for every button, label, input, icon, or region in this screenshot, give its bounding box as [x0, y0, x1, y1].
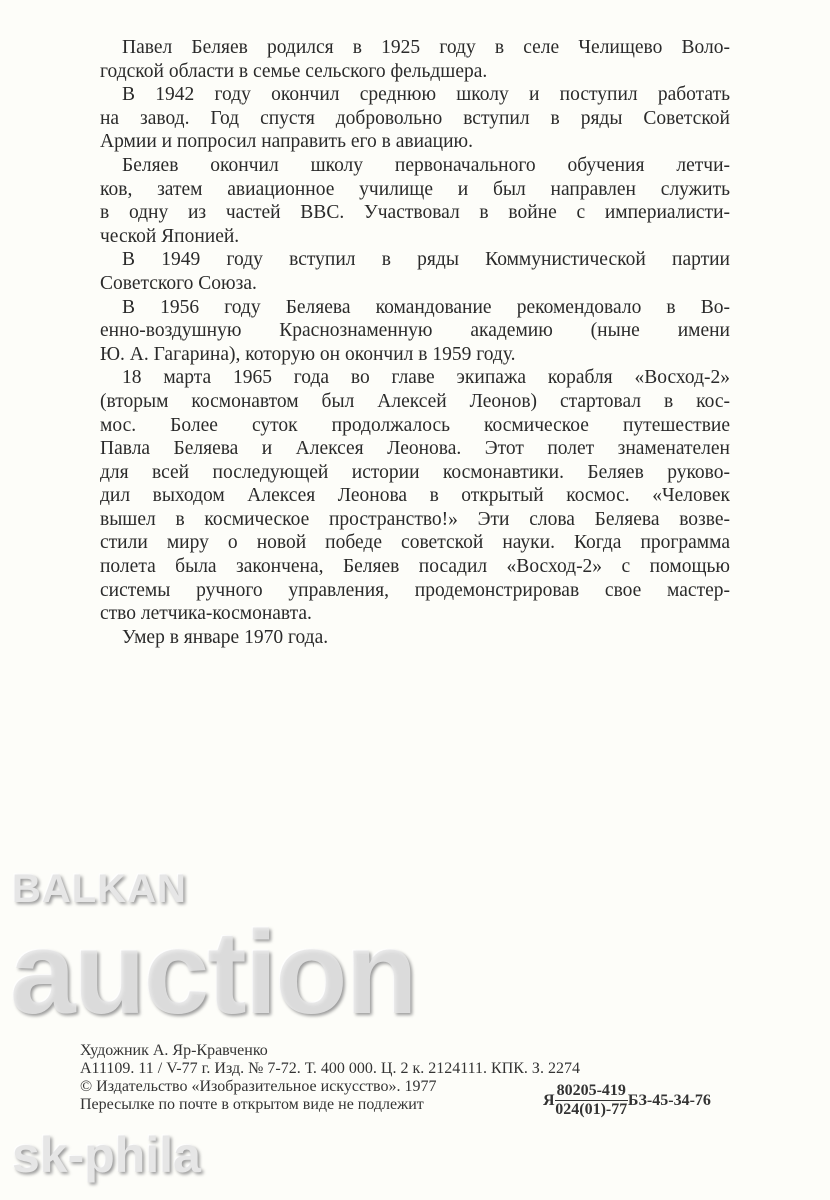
text-line: годской области в семье сельского фельдшера.: [100, 60, 488, 82]
text-line: ческой Японией.: [100, 225, 240, 247]
text-line: Павла Беляева и Алексея Леонова. Этот полет знаменателен: [100, 438, 730, 460]
text-line: (вторым космонавтом был Алексей Леонов) стартовал в кос-: [100, 390, 730, 412]
text-line: В 1956 году Беляева командование рекомендовало в Во-: [122, 296, 730, 318]
catalog-code: [543, 1082, 711, 1119]
text-line: Умер в январе 1970 года.: [122, 626, 329, 648]
text-line: вышел в космическое пространство!» Эти слова Беляева возве-: [100, 508, 730, 530]
watermark-auction: auction: [10, 907, 416, 1039]
publisher-line: © Издательство «Изобразительное искусство». 1977: [80, 1078, 437, 1095]
text-line: системы ручного управления, продемонстрировав свое мастер-: [100, 579, 730, 601]
text-line: Беляев окончил школу первоначального обучения летчи-: [122, 154, 730, 176]
watermark-sk-phila: sk-phila: [12, 1127, 201, 1183]
text-line: ство летчика-космонавта.: [100, 603, 312, 625]
text-line: для всей последующей истории космонавтики. Беляев руково-: [100, 461, 730, 483]
text-line: Ю. А. Гагарина), которую он окончил в 1959 году.: [100, 343, 516, 365]
text-line: стили миру о новой победе советской науки. Когда программа: [100, 532, 730, 554]
imprint-block: [80, 1042, 580, 1114]
text-line: енно-воздушную Краснознаменную академию (ныне имени: [100, 320, 730, 342]
text-line: 18 марта 1965 года во главе экипажа корабля «Восход-2»: [122, 367, 730, 389]
postal-note: Пересылке по почте в открытом виде не подлежит: [80, 1096, 424, 1113]
text-line: Советского Союза.: [100, 272, 257, 294]
text-line: Павел Беляев родился в 1925 году в селе Челищево Воло-: [122, 37, 730, 58]
artist-credit: Художник А. Яр-Кравченко: [80, 1042, 268, 1059]
text-line: Армии и попросил направить его в авиацию.: [100, 131, 473, 153]
text-line: на завод. Год спустя добровольно вступил в ряды Советской: [100, 107, 730, 129]
text-line: В 1949 году вступил в ряды Коммунистической партии: [122, 249, 730, 271]
code-numerator: 80205-419: [556, 1082, 626, 1099]
code-prefix: Я: [543, 1091, 555, 1109]
text-line: мос. Более суток продолжалось космическое путешествие: [100, 414, 730, 436]
text-line: в одну из частей ВВС. Участвовал в войне с империалисти-: [100, 202, 730, 224]
code-denominator: 024(01)-77: [555, 1101, 628, 1118]
text-line: В 1942 году окончил среднюю школу и поступил работать: [122, 84, 730, 106]
biography-text: [100, 36, 730, 649]
text-line: полета была закончена, Беляев посадил «Восход-2» с помощью: [100, 556, 730, 578]
text-line: ков, затем авиационное училище и был направлен служить: [100, 178, 730, 200]
watermark-balkan: BALKAN: [12, 867, 187, 911]
text-line: дил выходом Алексея Леонова в открытый космос. «Человек: [100, 485, 730, 507]
code-suffix: БЗ-45-34-76: [627, 1091, 711, 1109]
code-fraction: [555, 1082, 628, 1119]
print-info: А11109. 11 / V-77 г. Изд. № 7-72. Т. 400 000. Ц. 2 к. 2124111. КПК. З. 2274: [80, 1060, 580, 1077]
